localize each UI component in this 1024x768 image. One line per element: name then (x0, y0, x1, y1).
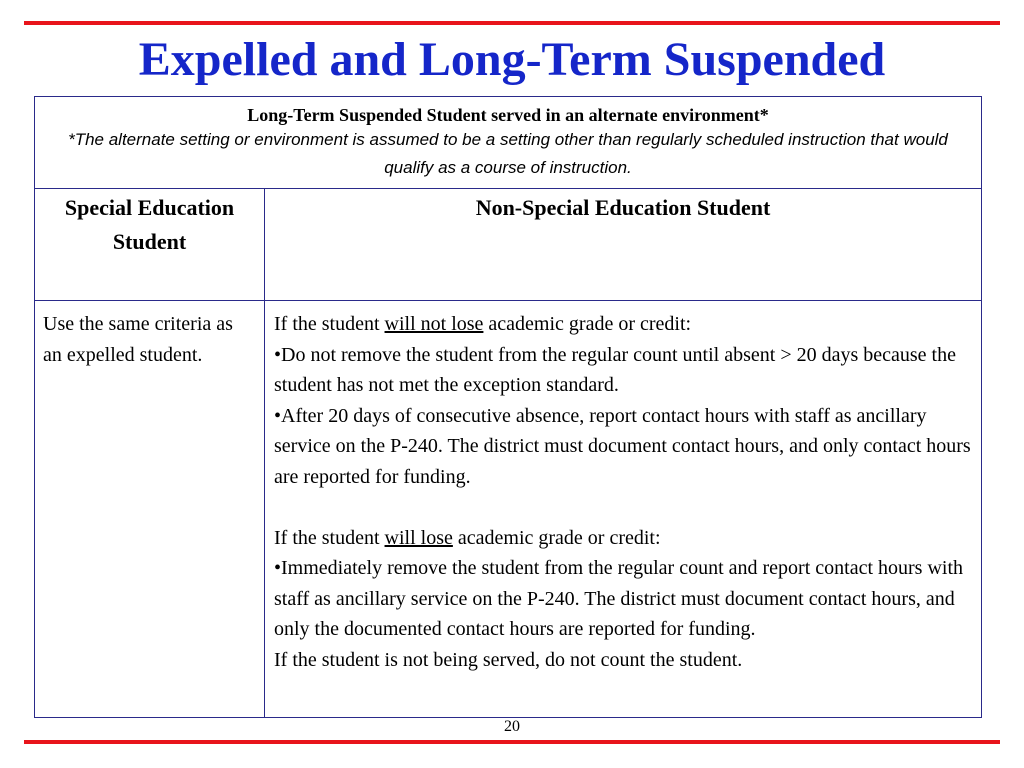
intro-text: If the student (274, 526, 385, 549)
bottom-divider (24, 740, 1000, 744)
bullet-item: •Immediately remove the student from the regular count and report contact hours with staff as ancillary service on the P-240. The district must document contact hours, and only the documented contact hours are reported for funding. (274, 557, 964, 640)
intro-text: If the student (274, 313, 385, 335)
underlined-phrase: will lose (384, 526, 453, 549)
table-header-row (35, 97, 981, 189)
will-lose-intro (274, 523, 975, 554)
column-header-non-special-education: Non-Special Education Student (265, 189, 981, 301)
closing-note: If the student is not being served, do not count the student. (274, 648, 743, 671)
underlined-phrase: will not lose (384, 313, 484, 335)
will-not-lose-intro (274, 309, 975, 340)
intro-text: academic grade or credit: (452, 526, 661, 549)
bullet-item: •After 20 days of consecutive absence, report contact hours with staff as ancillary service on the P-240. The district must document contact hours, and only contact hours are reported for funding. (274, 404, 971, 488)
info-table (34, 96, 982, 718)
intro-text: academic grade or credit: (483, 313, 692, 335)
non-special-education-cell (265, 301, 981, 717)
table-note: *The alternate setting or environment is assumed to be a setting other than regularly scheduled instruction that would qualify as a course of instruction. (68, 130, 948, 177)
top-divider (24, 21, 1000, 25)
table-header: Long-Term Suspended Student served in an alternate environment* (247, 105, 769, 125)
bullet-item: •Do not remove the student from the regular count until absent > 20 days because the student has not met the exception standard. (274, 343, 956, 396)
slide-title: Expelled and Long-Term Suspended (138, 33, 886, 86)
page-number: 20 (504, 718, 520, 735)
paragraph-spacer (274, 492, 975, 523)
column-header-special-education: Special Education Student (35, 189, 265, 301)
special-education-cell: Use the same criteria as an expelled student. (35, 301, 265, 717)
